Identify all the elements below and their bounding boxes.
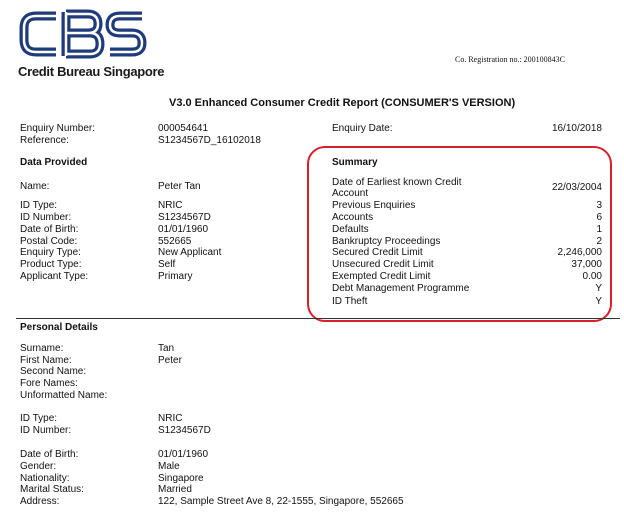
summary-secured-label: Secured Credit Limit: [332, 247, 423, 258]
reference-value: S1234567D_16102018: [158, 135, 261, 146]
registration-number: Co. Registration no.: 200100843C: [455, 55, 565, 64]
pd-idnumber-label: ID Number:: [20, 425, 72, 436]
pd-marital-value: Married: [158, 484, 192, 495]
report-title: V3.0 Enhanced Consumer Credit Report (CONSUMER'S VERSION): [169, 97, 516, 109]
data-provided-heading: Data Provided: [20, 157, 88, 168]
summary-earliest-value: 22/03/2004: [551, 182, 602, 193]
pd-gender-value: Male: [158, 461, 180, 472]
summary-defaults-label: Defaults: [332, 224, 369, 235]
summary-earliest-label-2: Account: [332, 188, 369, 199]
summary-idtheft-label: ID Theft: [332, 296, 368, 307]
pd-forenames-label: Fore Names:: [20, 378, 78, 389]
summary-idtheft-value: Y: [595, 296, 602, 307]
dp-applicant-value: Primary: [158, 271, 193, 282]
summary-unsecured-value: 37,000: [571, 259, 602, 270]
pd-idtype-value: NRIC: [158, 413, 183, 424]
reference-label: Reference:: [20, 135, 69, 146]
dp-idnumber-label: ID Number:: [20, 212, 72, 223]
dp-applicant-label: Applicant Type:: [20, 271, 89, 282]
dp-dob-label: Date of Birth:: [20, 224, 79, 235]
pd-dob-label: Date of Birth:: [20, 449, 79, 460]
dp-idtype-value: NRIC: [158, 200, 183, 211]
dp-product-label: Product Type:: [20, 259, 82, 270]
pd-idtype-label: ID Type:: [20, 413, 58, 424]
section-divider: [16, 318, 620, 319]
pd-marital-label: Marital Status:: [20, 484, 84, 495]
dp-dob-value: 01/01/1960: [158, 224, 209, 235]
summary-bankruptcy-label: Bankruptcy Proceedings: [332, 236, 441, 247]
pd-firstname-label: First Name:: [20, 355, 72, 366]
dp-postal-value: 552665: [158, 236, 192, 247]
pd-secondname-label: Second Name:: [20, 366, 87, 377]
summary-accounts-label: Accounts: [332, 212, 374, 223]
enquiry-number-label: Enquiry Number:: [20, 123, 96, 134]
summary-defaults-value: 1: [596, 224, 602, 235]
cbs-logo-mark: [18, 2, 148, 62]
summary-unsecured-label: Unsecured Credit Limit: [332, 259, 434, 270]
pd-address-value: 122, Sample Street Ave 8, 22-1555, Singapore, 552665: [158, 496, 404, 507]
summary-secured-value: 2,246,000: [557, 247, 602, 258]
summary-dmp-value: Y: [595, 283, 602, 294]
pd-unformatted-label: Unformatted Name:: [20, 390, 108, 401]
summary-exempted-label: Exempted Credit Limit: [332, 271, 431, 282]
pd-gender-label: Gender:: [20, 461, 57, 472]
personal-details-heading: Personal Details: [20, 322, 98, 333]
pd-idnumber-value: S1234567D: [158, 425, 211, 436]
dp-enqtype-label: Enquiry Type:: [20, 247, 81, 258]
summary-bankruptcy-value: 2: [596, 236, 602, 247]
cbs-logo: [18, 2, 178, 82]
pd-surname-label: Surname:: [20, 343, 64, 354]
pd-nationality-value: Singapore: [158, 473, 204, 484]
summary-heading: Summary: [332, 157, 378, 168]
dp-idnumber-value: S1234567D: [158, 212, 211, 223]
enquiry-number-value: 000054641: [158, 123, 209, 134]
dp-name-label: Name:: [20, 181, 50, 192]
pd-firstname-value: Peter: [158, 355, 182, 366]
summary-accounts-value: 6: [596, 212, 602, 223]
pd-address-label: Address:: [20, 496, 60, 507]
summary-exempted-value: 0.00: [582, 271, 602, 282]
dp-idtype-label: ID Type:: [20, 200, 58, 211]
pd-nationality-label: Nationality:: [20, 473, 70, 484]
enquiry-date-label: Enquiry Date:: [332, 123, 393, 134]
summary-enquiries-label: Previous Enquiries: [332, 200, 416, 211]
pd-dob-value: 01/01/1960: [158, 449, 209, 460]
dp-enqtype-value: New Applicant: [158, 247, 222, 258]
summary-enquiries-value: 3: [596, 200, 602, 211]
dp-postal-label: Postal Code:: [20, 236, 78, 247]
pd-surname-value: Tan: [158, 343, 175, 354]
summary-earliest-label: Date of Earliest known Credit: [332, 177, 462, 188]
logo-subtitle: Credit Bureau Singapore: [18, 64, 165, 79]
dp-name-value: Peter Tan: [158, 181, 201, 192]
summary-dmp-label: Debt Management Programme: [332, 283, 470, 294]
enquiry-date-value: 16/10/2018: [551, 123, 602, 134]
dp-product-value: Self: [158, 259, 176, 270]
